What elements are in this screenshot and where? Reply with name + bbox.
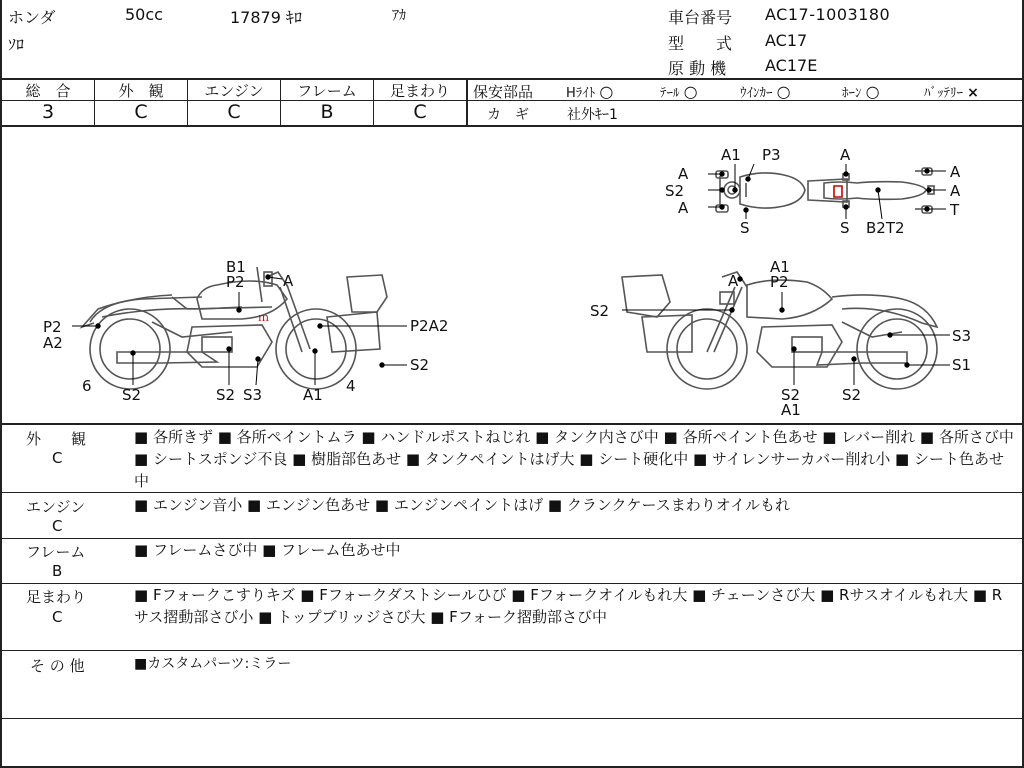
diagram-label: P3 <box>762 146 781 164</box>
frame-no-label: 車台番号 <box>668 8 733 27</box>
diagram-label: A <box>950 163 961 181</box>
diagram-label: S2 <box>665 182 685 200</box>
remark-label-exterior: 外 観 <box>26 430 87 448</box>
diagram-label: A <box>950 182 961 200</box>
diagram-label: S <box>840 219 850 237</box>
remark-label-frame: フレーム <box>26 543 86 561</box>
divider-diagram-bottom <box>0 423 1024 425</box>
diagram-label: S3 <box>243 386 263 404</box>
safety-item-name: ｳｲﾝｶｰ <box>740 86 773 101</box>
top-view-motorcycle-icon <box>716 168 934 213</box>
remark-text-suspension: ■ Fフォークこすりキズ ■ Fフォークダストシールひび ■ Fフォークオイルもれ大 ■ チェーンさび大 ■ Rサスオイルもれ大 ■ Rサス摺動部さび小 ■ トップブリッジさび大 ■ Fフォーク摺動部さび中 <box>134 586 1003 626</box>
grade-header-suspension: 足まわり <box>389 82 450 100</box>
diagram-label: A <box>678 165 689 183</box>
safety-item-winker <box>740 82 791 101</box>
grade-engine: C <box>227 101 241 123</box>
key-value: 社外ｷｰ1 <box>567 107 618 123</box>
key-label: カ ギ <box>487 107 529 123</box>
grade-header-engine: エンジン <box>204 82 264 100</box>
grade-header-overall: 総 合 <box>25 82 71 100</box>
remark-grade-exterior: C <box>52 449 63 467</box>
diagram-label: 6 <box>82 377 92 395</box>
diagram-label: A <box>283 272 294 290</box>
diagram-label: A <box>728 272 739 290</box>
grade-header-exterior: 外 観 <box>118 82 164 100</box>
grade-overall: 3 <box>41 101 55 123</box>
grade-suspension: C <box>413 101 427 123</box>
body-color: ｱｶ <box>392 8 406 24</box>
safety-item-tail <box>660 82 698 101</box>
safety-item-horn <box>842 82 880 101</box>
safety-mark: × <box>967 85 979 101</box>
safety-mark: ○ <box>865 82 880 101</box>
diagram-label: A1 <box>721 146 741 164</box>
diagram-label: A1 <box>781 401 801 419</box>
engine-label: 原 動 機 <box>668 59 727 78</box>
grade-header-frame: フレーム <box>297 82 357 100</box>
safety-mark: ○ <box>683 82 698 101</box>
diagram-label: P2 <box>43 318 62 336</box>
remark-grade-engine: C <box>52 517 63 535</box>
remark-text-engine: ■ エンジン音小 ■ エンジン色あせ ■ エンジンペイントはげ ■ クランクケースまわりオイルもれ <box>134 496 791 514</box>
displacement: 50cc <box>125 5 163 24</box>
safety-item-headlight <box>566 82 613 101</box>
diagram-label: P2 <box>226 273 245 291</box>
safety-item-name: Hﾗｲﾄ <box>566 86 596 101</box>
diagram-label: S3 <box>952 327 972 345</box>
model-name: ｿﾛ <box>8 35 25 54</box>
safety-item-name: ﾎｰﾝ <box>842 86 862 101</box>
frame-no: AC17-1003180 <box>765 5 891 24</box>
diagram-label: S2 <box>781 386 801 404</box>
maker: ホンダ <box>8 8 56 27</box>
diagram-label: A2 <box>43 334 63 352</box>
remark-label-other: そ の 他 <box>30 657 85 675</box>
safety-item-name: ﾃｰﾙ <box>660 86 680 101</box>
divider-remark-1 <box>0 492 1024 493</box>
diagram-label: A1 <box>303 386 323 404</box>
divider-remark-5 <box>0 718 1024 719</box>
engine-value: AC17E <box>765 56 818 75</box>
diagram-label: 4 <box>346 377 356 395</box>
safety-item-name: ﾊﾞｯﾃﾘｰ <box>924 86 963 101</box>
tank-mark-top-icon <box>834 186 842 197</box>
remark-text-frame: ■ フレームさび中 ■ フレーム色あせ中 <box>134 541 401 559</box>
remark-text-exterior: ■ 各所きず ■ 各所ペイントムラ ■ ハンドルポストねじれ ■ タンク内さび中 ■ 各所ペイント色あせ ■ レバー削れ ■ 各所さび中 ■ シートスポンジ不良 ■ 樹脂部色あせ ■ タンクペイントはげ大 ■ シート硬化中 ■ サイレンサーカバー削れ小 ■ シート色あせ中 <box>134 428 1014 490</box>
grade-col-div-5 <box>466 78 468 126</box>
divider-remark-4 <box>0 650 1024 651</box>
diagram-label: S2 <box>842 386 862 404</box>
diagram-label: A <box>678 199 689 217</box>
safety-mark: ○ <box>599 82 614 101</box>
mileage: 17879 ｷﾛ <box>230 8 302 27</box>
diagram-label: B2T2 <box>866 219 905 237</box>
safety-label: 保安部品 <box>473 83 534 101</box>
diagram-label: B1 <box>226 258 246 276</box>
remark-grade-suspension: C <box>52 608 63 626</box>
remark-text-other: ■カスタムパーツ:ミラー <box>134 656 292 672</box>
grade-frame: B <box>320 101 334 123</box>
remark-label-engine: エンジン <box>26 498 86 516</box>
diagram-label: P2 <box>770 273 789 291</box>
diagram-label: S1 <box>952 356 972 374</box>
type-value: AC17 <box>765 31 808 50</box>
type-label: 型 式 <box>668 34 733 53</box>
remark-label-suspension: 足まわり <box>26 588 87 606</box>
diagram-label: S2 <box>590 302 610 320</box>
safety-item-battery <box>924 82 979 101</box>
diagram-label: A1 <box>770 258 790 276</box>
diagram-label: S <box>740 219 750 237</box>
grade-exterior: C <box>134 101 148 123</box>
tank-emblem-left-icon: ｍ <box>258 311 269 324</box>
diagram-label: S2 <box>216 386 236 404</box>
diagram-label: S2 <box>410 356 430 374</box>
diagram-label: P2A2 <box>410 317 449 335</box>
damage-diagram <box>2 127 1022 423</box>
diagram-label: T <box>950 201 960 219</box>
safety-mark: ○ <box>776 82 791 101</box>
diagram-label: A <box>840 146 851 164</box>
diagram-label: S2 <box>122 386 142 404</box>
remark-grade-frame: B <box>52 562 63 580</box>
